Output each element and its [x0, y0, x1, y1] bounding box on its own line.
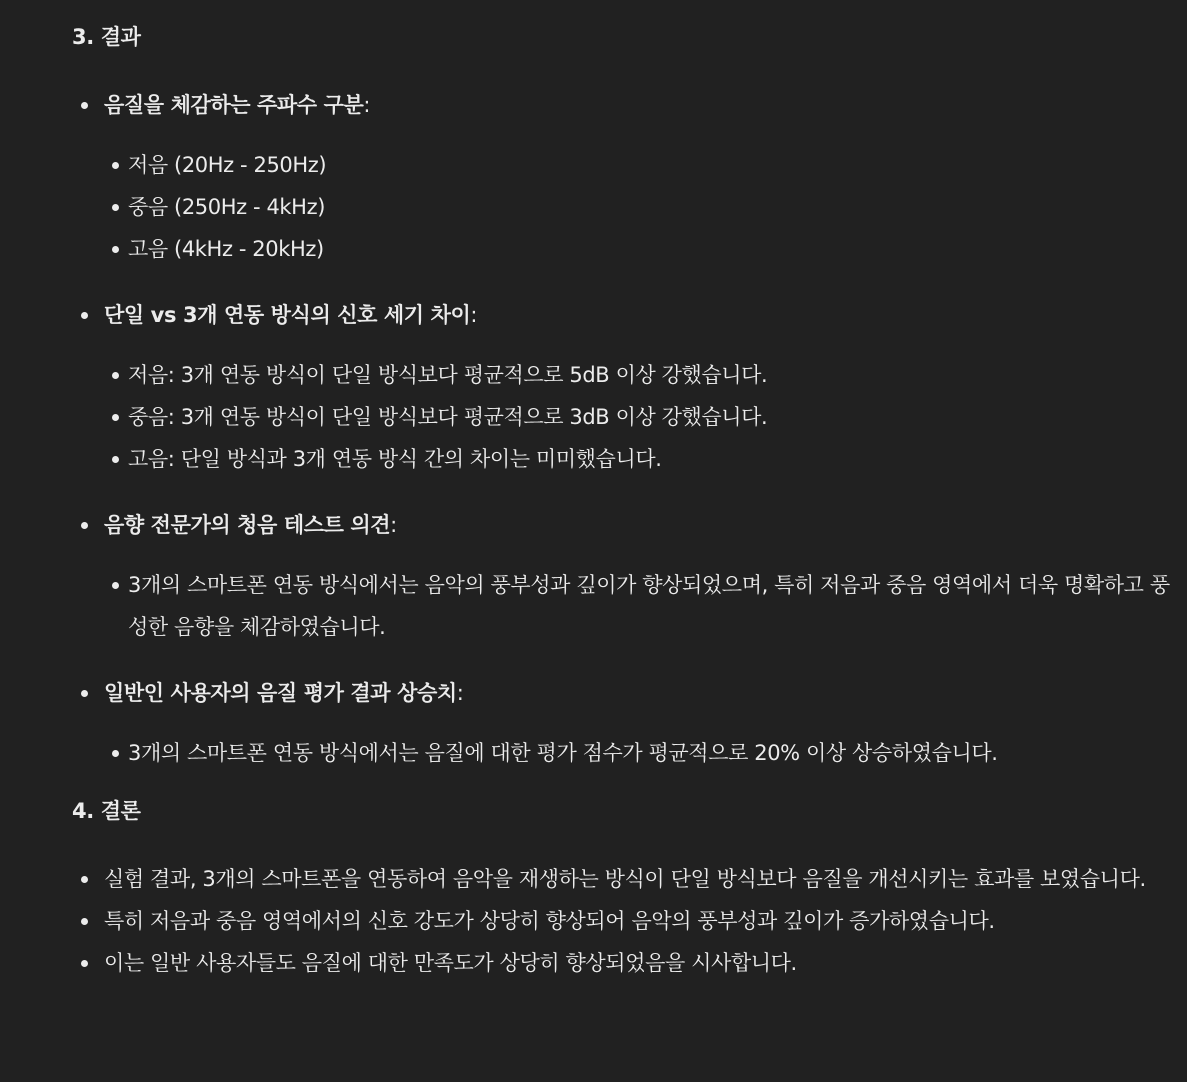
sublist: [106, 144, 1187, 270]
result-item-user-rating: [72, 672, 1187, 774]
list-item: 특히 저음과 중음 영역에서의 신호 강도가 상당히 향상되어 음악의 풍부성과 깊이가 증가하였습니다.: [72, 900, 1187, 942]
result-item-expert-opinion: [72, 504, 1187, 648]
result-item-frequency: [72, 84, 1187, 270]
title-colon: :: [390, 513, 397, 537]
list-item: 중음: 3개 연동 방식이 단일 방식보다 평균적으로 3dB 이상 강했습니다.: [106, 396, 1187, 438]
list-item: 저음: 3개 연동 방식이 단일 방식보다 평균적으로 5dB 이상 강했습니다.: [106, 354, 1187, 396]
list-item: 실험 결과, 3개의 스마트폰을 연동하여 음악을 재생하는 방식이 단일 방식보다 음질을 개선시키는 효과를 보였습니다.: [72, 858, 1164, 900]
list-item: 3개의 스마트폰 연동 방식에서는 음질에 대한 평가 점수가 평균적으로 20% 이상 상승하였습니다.: [106, 732, 1187, 774]
result-item-signal-strength: [72, 294, 1187, 480]
title-colon: :: [456, 681, 464, 705]
list-item: 고음: 단일 방식과 3개 연동 방식 간의 차이는 미미했습니다.: [106, 438, 1187, 480]
result-item-title: 단일 vs 3개 연동 방식의 신호 세기 차이: [104, 303, 471, 327]
result-item-title: 음질을 체감하는 주파수 구분: [104, 93, 364, 117]
sublist: [106, 564, 1187, 648]
list-item: 3개의 스마트폰 연동 방식에서는 음악의 풍부성과 깊이가 향상되었으며, 특히 저음과 중음 영역에서 더욱 명확하고 풍성한 음향을 체감하였습니다.: [106, 564, 1187, 648]
result-item-title: 일반인 사용자의 음질 평가 결과 상승치: [104, 681, 457, 705]
list-item: 중음 (250Hz - 4kHz): [106, 186, 1187, 228]
list-item: 저음 (20Hz - 250Hz): [106, 144, 1187, 186]
title-colon: :: [363, 93, 371, 117]
section-4-heading: 4. 결론: [72, 799, 141, 823]
results-list: [72, 84, 1187, 774]
title-colon: :: [470, 303, 478, 327]
result-item-title: 음향 전문가의 청음 테스트 의견: [104, 513, 391, 537]
list-item: 고음 (4kHz - 20kHz): [106, 228, 1187, 270]
list-item: 이는 일반 사용자들도 음질에 대한 만족도가 상당히 향상되었음을 시사합니다.: [72, 942, 1187, 984]
sublist: [106, 732, 1187, 774]
conclusion-list: [72, 858, 1187, 984]
section-3-heading: 3. 결과: [72, 25, 141, 49]
sublist: [106, 354, 1187, 480]
